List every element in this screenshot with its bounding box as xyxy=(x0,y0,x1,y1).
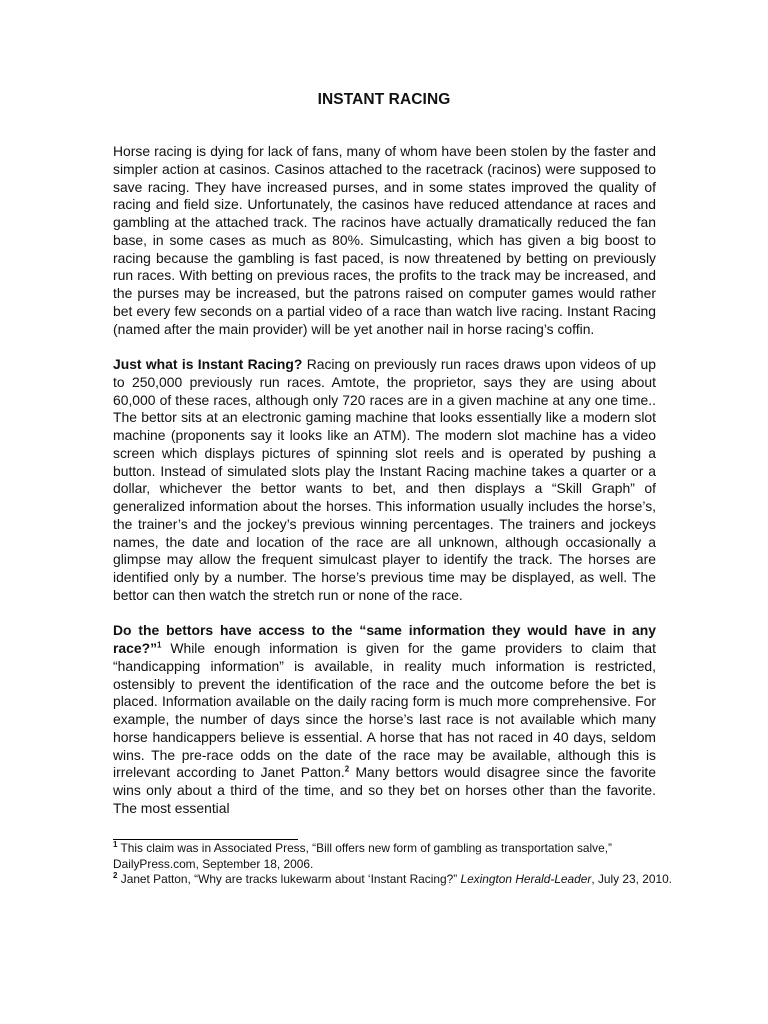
footnote-text-date: , July 23, 2010. xyxy=(591,872,672,886)
footnote-number: 2 xyxy=(113,871,118,881)
paragraph-what-is-instant-racing xyxy=(113,356,656,605)
paragraph-lead-heading: Do the bettors have access to the “same information they would have in any race?” xyxy=(113,622,656,656)
paragraph-intro: Horse racing is dying for lack of fans, many of whom have been stolen by the faster and simpler action at casinos. Casinos attached to the racetrack (racinos) were supposed to save racing. They have increased purses, and in some states improved the quality of racing and field size. Unfortunately, the casinos have reduced attendance at races and gambling at the attached track. The racinos have actually dramatically reduced the fan base, in some cases as much as 80%. Simulcasting, which has given a big boost to racing because the gambling is fast paced, is now threatened by betting on previously run races. With betting on previous races, the profits to the track may be increased, and the purses may be increased, but the patrons raised on computer games would rather bet every few seconds on a partial video of a race than watch live racing. Instant Racing (named after the main provider) will be yet another nail in horse racing’s coffin. xyxy=(113,143,656,337)
paragraph-bettor-information xyxy=(113,622,656,817)
page-title: INSTANT RACING xyxy=(317,91,451,108)
footnote-text: This claim was in Associated Press, “Bill offers new form of gambling as transportation salve,” DailyPress.com, September 18, 2006. xyxy=(113,841,612,871)
footnote-reference-2[interactable]: 2 xyxy=(344,764,350,774)
document-body xyxy=(113,143,656,818)
footnote-reference-1[interactable]: 1 xyxy=(157,640,162,650)
paragraph-body-text: Many bettors would disagree since the favorite wins only about a third of the time, and so they bet on horses other than the favorite. The most essential xyxy=(113,764,656,816)
footnote-separator xyxy=(113,839,298,840)
footnote-1 xyxy=(113,841,673,872)
paragraph-lead-heading: Just what is Instant Racing? xyxy=(113,356,303,372)
paragraph-body-text: Racing on previously run races draws upon videos of up to 250,000 previously run races. Amtote, the proprietor, says they are using about 60,000 of these races, although only 720 races are in a given machine at any one time.. The bettor sits at an electronic gaming machine that looks essentially like a modern slot machine (proponents say it looks like an ATM). The modern slot machine has a video screen which displays pictures of spinning slot reels and is operated by pushing a button. Instead of simulated slots play the Instant Racing machine takes a quarter or a dollar, whichever the bettor wants to bet, and then displays a “Skill Graph” of generalized information about the horses. This information usually includes the horse’s, the trainer’s and the jockey’s previous winning percentages. The trainers and jockeys names, the date and location of the race are all unknown, although occasionally a glimpse may allow the frequent simulcast player to identify the track. The horses are identified only by a number. The horse’s previous time may be displayed, as well. The bettor can then watch the stretch run or none of the race. xyxy=(113,356,656,603)
footnotes xyxy=(113,841,673,888)
footnote-2 xyxy=(113,872,673,888)
paragraph-body-text: While enough information is given for the game providers to claim that “handicapping information” is available, in reality much information is restricted, ostensibly to prevent the identification of the race and the outcome before the bet is placed. Information available on the daily racing form is much more comprehensive. For example, the number of days since the horse’s last race is not available which many horse handicappers believe is essential. A horse that has not raced in 40 days, seldom wins. The pre-race odds on the date of the race may be available, although this is irrelevant according to Janet Patton. xyxy=(113,640,656,781)
footnote-number: 1 xyxy=(113,840,118,850)
footnote-publication: Lexington Herald-Leader xyxy=(460,872,592,886)
footnote-text: Janet Patton, “Why are tracks lukewarm about ‘Instant Racing?” xyxy=(117,872,461,886)
